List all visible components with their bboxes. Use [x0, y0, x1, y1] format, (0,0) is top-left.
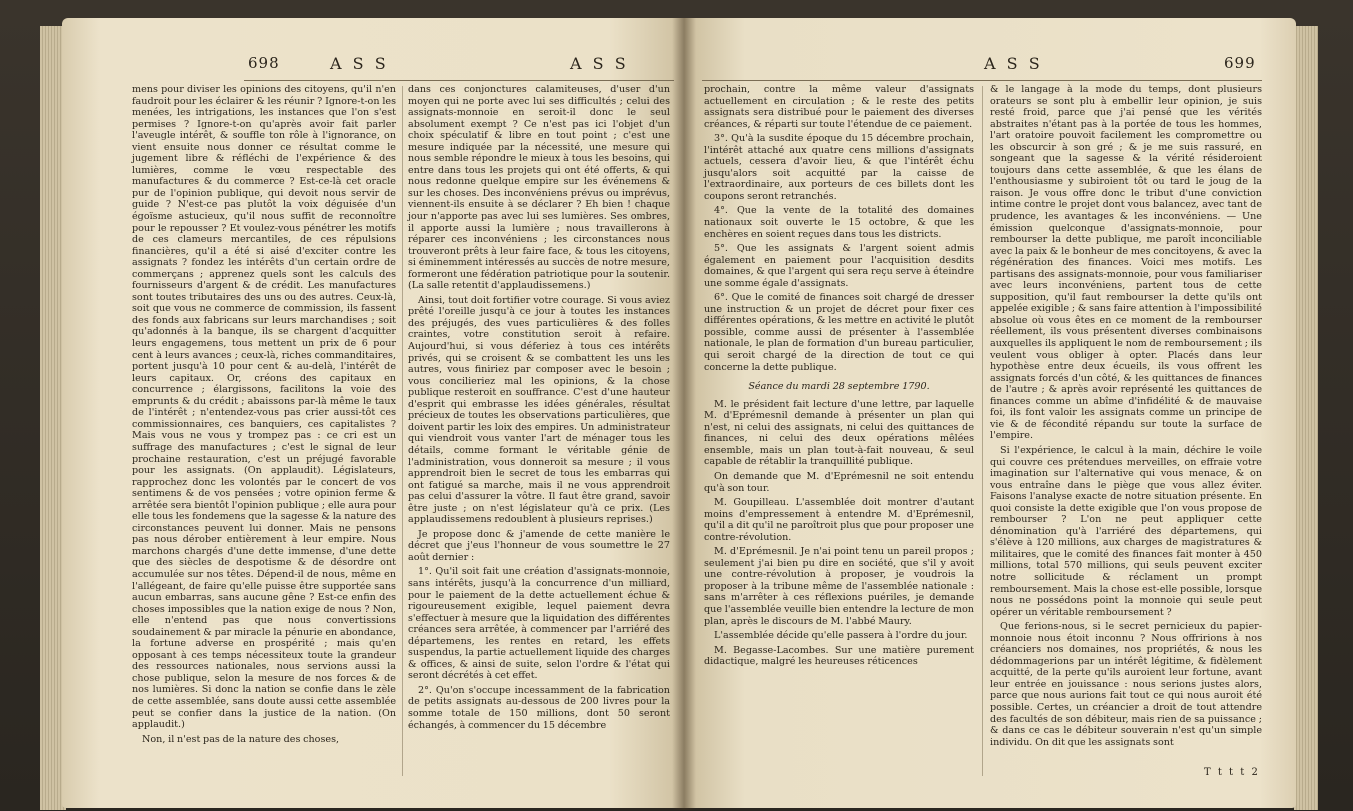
left-page-column-2 — [408, 84, 670, 734]
right-page-header — [684, 54, 1296, 78]
book-gutter — [672, 18, 696, 810]
running-title: A S S — [570, 54, 629, 73]
paragraph: M. d'Eprémesnil. Je n'ai point tenu un pareil propos ; seulement j'ai bien pu dire en société, que s'il y avoit une contre-révolution à proposer, je voudrois la proposer à la tribune même de l'assemblée nationale : sans m'arrêter à ces réflexions puériles, je demande que l'assemblée veuille bien entendre la lecture de mon plan, après le discours de M. l'abbé Maury. — [704, 546, 974, 627]
session-heading: Séance du mardi 28 septembre 1790. — [748, 381, 930, 393]
right-page-column-2 — [990, 84, 1262, 751]
right-page — [684, 18, 1296, 808]
paragraph: 6°. Que le comité de finances soit chargé de dresser une instruction & un projet de décret pour fixer ces différentes opérations, & les mettre en activité le plutôt possible, comme aussi de présenter à l'assemblée nationale, le plan de formation d'un bureau particulier, qui seroit chargé de la direction de tout ce qui concerne la dette publique. — [704, 292, 974, 373]
paragraph: On demande que M. d'Eprémesnil ne soit entendu qu'à son tour. — [704, 470, 974, 494]
header-rule — [244, 80, 674, 81]
paragraph: M. Goupilleau. L'assemblée doit montrer d'autant moins d'empressement à entendre M. d'Eprémesnil, qu'il a dit qu'il ne paroîtroit plus que pour proposer une contre-révolution. — [704, 497, 974, 543]
page-number: 699 — [1224, 54, 1256, 72]
left-page — [62, 18, 684, 808]
paragraph: Si l'expérience, le calcul à la main, déchire le voile qui couvre ces prétendues merveilles, on effraie votre imagination sur l'alternative qui vous menace, & on vous entraîne dans le piège que vous allez éviter. Faisons l'analyse exacte de notre situation présente. En quoi consiste la dette exigible que l'on vous propose de rembourser ? L'on ne peut appliquer cette dénomination qu'à l'arriéré des départemens, qui s'élève à 120 millions, aux charges de magistratures & militaires, que le comité des finances fait monter à 450 millions, total 570 millions, qui seuls peuvent exciter notre sollicitude & réclament un prompt remboursement. Mais la chose est-elle possible, lorsque nous ne possédons point la monnoie qui seule peut opérer un véritable remboursement ? — [990, 444, 1262, 618]
paragraph: 4°. Que la vente de la totalité des domaines nationaux soit ouverte le 15 octobre, & que les enchères en soient reçues dans tous les districts. — [704, 205, 974, 240]
column-rule — [402, 86, 403, 776]
column-rule — [982, 86, 983, 776]
paragraph: 3°. Qu'à la susdite époque du 15 décembre prochain, l'intérêt attaché aux quatre cens millions d'assignats actuels, cessera d'avoir lieu, & que l'intérêt échu jusqu'alors soit acquitté par la caisse de l'extraordinaire, aux porteurs de ces billets dont les coupons seront retranchés. — [704, 133, 974, 202]
running-title: A S S — [984, 54, 1043, 73]
paragraph: Ainsi, tout doit fortifier votre courage. Si vous aviez prêté l'oreille jusqu'à ce jour à toutes les instances des préjugés, des vues particulières & des folles craintes, votre constitution seroit à refaire. Aujourd'hui, si vous déferiez à tous ces intérêts privés, qui se croisent & se combattent les uns les autres, vous finiriez par composer avec le besoin ; vous concilieriez mal les opinions, & la chose publique resteroit en souffrance. C'est d'une hauteur d'esprit qui embrasse les idées générales, résultat précieux de toutes les observations particulières, que doivent partir les loix des empires. Un administrateur qui viendroit vous vanter l'art de ménager tous les détails, comme formant le véritable génie de l'administration, vous donneroit sa mesure ; il vous apprendroit bien le secret de tous les embarras qui ont fatigué sa marche, mais il ne vous apprendroit pas celui d'assurer la vôtre. Il faut être grand, savoir être juste ; on n'est législateur qu'à ce prix. (Les applaudissemens redoublent à plusieurs reprises.) — [408, 294, 670, 526]
left-page-column-1 — [132, 84, 396, 748]
paragraph: Je propose donc & j'amende de cette manière le décret que j'eus l'honneur de vous soumettre le 27 août dernier : — [408, 528, 670, 563]
right-page-edges — [1294, 26, 1318, 810]
paragraph: 2°. Qu'on s'occupe incessamment de la fabrication de petits assignats au-dessous de 200 livres pour la somme totale de 150 millions, dont 50 seront échangés, à commencer du 15 décembre — [408, 684, 670, 731]
paragraph: M. Begasse-Lacombes. Sur une matière purement didactique, malgré les heureuses réticences — [704, 644, 974, 668]
catchword: T t t t 2 — [1204, 767, 1260, 778]
paragraph: L'assemblée décide qu'elle passera à l'ordre du jour. — [714, 630, 968, 642]
paragraph: M. le président fait lecture d'une lettre, par laquelle M. d'Eprémesnil demande à présenter un plan qui n'est, ni celui des assignats, ni celui des quittances de finances, ni celui des deux opérations mêlées ensemble, mais un plan tout-à-fait nouveau, & seul capable de rétablir la tranquillité publique. — [704, 398, 974, 468]
paragraph: Non, il n'est pas de la nature des choses, — [142, 733, 340, 745]
paragraph: 1°. Qu'il soit fait une création d'assignats-monnoie, sans intérêts, jusqu'à la concurrence d'un milliard, pour le paiement de la dette actuellement échue & rigoureusement exigible, lequel paiement devra s'effectuer à mesure que la liquidation des différentes créances sera arrêtée, à commencer par l'arriéré des départemens, les rentes en retard, les effets suspendus, la partie actuellement liquide des charges & offices, & ainsi de suite, selon l'ordre & l'état qui seront décrétés à cet effet. — [408, 566, 670, 682]
paragraph: Que ferions-nous, si le secret pernicieux du papier-monnoie nous étoit inconnu ? Nous offririons à nos créanciers nos domaines, nos propriétés, & nous les dédommagerions par un intérêt légitime, & fidèlement acquitté, de la perte qu'ils auroient leur fortune, avant leur entrée en jouissance : nous serions justes alors, parce que nous aurions fait tout ce qui nous auroit été possible. Certes, un créancier a droit de tout attendre des facultés de son débiteur, mais rien de sa puissance ; & dans ce cas le débiteur souverain n'est qu'un simple individu. On dit que les assignats sont — [990, 621, 1262, 748]
paragraph: 5°. Que les assignats & l'argent soient admis également en paiement pour l'acquisition desdits domaines, & que l'argent qui sera reçu serve à éteindre une somme égale d'assignats. — [704, 243, 974, 289]
header-rule — [702, 80, 1262, 81]
right-page-column-1 — [704, 84, 974, 671]
paragraph: mens pour diviser les opinions des citoyens, qu'il n'en faudroit pour les éclairer & les réunir ? Ignore-t-on les menées, les intrigations, les instances que l'on s'est permises ? Ignore-t-on qu'après avoir fait parler l'aveugle intérêt, & souffle ton rôle à l'ignorance, on vient ensuite nous donner ce résultat comme le jugement libre & réfléchi de l'expérience & des lumières, comme le vœu respectable des manufactures & du commerce ? Est-ce-là cet oracle pur de l'opinion publique, qui devoit nous servir de guide ? N'est-ce pas plutôt la voix déguisée d'un égoïsme astucieux, qu'il nous suffit de reconnoître pour le repousser ? Et voulez-vous pénétrer les motifs de ces clameurs mercantiles, de ces répulsions financières, qu'il a été si aisé d'exciter contre les assignats ? fondez les intérêts d'un certain ordre de commerçans ; apprenez quels sont les calculs des fournisseurs d'argent & de crédit. Les manufactures sont toutes tributaires des uns ou des autres. Ceux-là, soit que vous ne commerce de commission, ils fassent des fonds aux fabricans sur leurs marchandises ; soit qu'adonnés à la banque, ils se chargent d'acquitter leurs engagemens, tous mettent un prix de 6 pour cent à leurs avances ; ceux-là, riches commanditaires, portent jusqu'à 10 pour cent & au-delà, l'intérêt de leurs capitaux. Or, créons des capitaux en concurrence ; élargissons, facilitons la voie des emprunts & du crédit ; abaissons par-là même le taux de l'intérêt ; n'entendez-vous pas crier aussi-tôt ces commissionnaires, ces banquiers, ces capitalistes ? Mais vous ne vous y trompez pas : ce cri est un suffrage des manufactures ; c'est le signal de leur prochaine restauration, c'est un préjugé favorable pour les assignats. (On applaudit). Législateurs, rapprochez donc les volontés par le concert de vos sentimens & de vos pensées ; votre opinion ferme & arrêtée sera bientôt l'opinion publique ; elle aura pour elle tous les fondemens que la sagesse & la nature des circonstances peuvent lui donner. Mais ne pensons pas nous dérober entièrement à leur empire. Nous marchons chargés d'une dette immense, d'une dette que des siècles de despotisme & de désordre ont accumulée sur nos têtes. Dépend-il de nous, même en l'allégeant, de faire qu'elle puisse être supportée sans aucun embarras, sans aucune gêne ? Est-ce enfin des choses impossibles que la nation exige de nous ? Non, elle n'entend pas que nous convertissions soudainement & par miracle la pénurie en abondance, la fortune adverse en prospérité ; mais qu'en opposant à ces temps nécessiteux toute la grandeur des ressources nationales, nous servions aussi la chose publique, selon la mesure de nos forces & de nos lumières. Si donc la nation se confie dans le zèle de cette assemblée, sans doute aussi cette assemblée peut se confier dans la justice de la nation. (On applaudit.) — [132, 84, 396, 731]
left-page-header — [62, 54, 684, 78]
running-title: A S S — [330, 54, 389, 73]
paragraph: & le langage à la mode du temps, dont plusieurs orateurs se sont plu à embellir leur opinion, je suis resté froid, parce que j'ai pensé que les vérités abstraites n'étant pas à la portée de tous les hommes, l'art oratoire pouvoit facilement les compromettre ou les obscurcir à son gré ; & je me suis rassuré, en songeant que la sagesse & la vérité résideroient toujours dans cette assemblée, & que les élans de l'enthousiasme y subiroient tôt ou tard le joug de la raison. Je vous offre donc le tribut d'une conviction intime contre le projet dont vous balancez, avec tant de prudence, les avantages & les inconvéniens. — Une émission quelconque d'assignats-monnoie, pour rembourser la dette publique, me paroît inconciliable avec la paix & le bonheur de mes concitoyens, & avec la régénération des finances. Voici mes motifs. Les partisans des assignats-monnoie, pour vous familiariser avec leurs inconvéniens, partent tous de cette supposition, qu'il faut rembourser la dette qu'ils ont appelée exigible ; & sans faire attention à l'impossibilité absolue où vous êtes en ce moment de la rembourser réellement, ils vous présentent diverses combinaisons auxquelles ils appliquent le nom de remboursement ; ils veulent vous obliger à opter. Placés dans leur hypothèse entre deux écueils, ils vous offrent les assignats forcés d'un côté, & les quittances de finances de l'autre ; & après avoir représenté les quittances de finances comme un abîme d'infidélité & de mauvaise foi, ils font valoir les assignats comme un principe de vie & de fécondité répandu sur toute la surface de l'empire. — [990, 84, 1262, 442]
paragraph: dans ces conjonctures calamiteuses, d'user d'un moyen qui ne porte avec lui ses difficultés ; celui des assignats-monnoie en seroit-il donc le seul absolument exempt ? Ce n'est pas ici l'objet d'un choix spéculatif & libre en tout point ; c'est une mesure indiquée par la nécessité, une mesure qui nous semble répondre le mieux à tous les besoins, qui entre dans tous les projets qui ont été offerts, & qui nous redonne quelque empire sur les événemens & sur les choses. Des inconvéniens prévus ou imprévus, viennent-ils ensuite à se déclarer ? Eh bien ! chaque jour n'apporte pas avec lui ses lumières. Ses ombres, il apporte aussi la lumière ; nous travaillerons à réparer ces inconvéniens ; les circonstances nous trouveront prêts à leur faire face, & tous les citoyens, si éminemment intéressés au succès de notre mesure, formeront une fédération patriotique pour la soutenir. (La salle retentit d'applaudissemens.) — [408, 84, 670, 292]
page-number: 698 — [248, 54, 280, 72]
paragraph: prochain, contre la même valeur d'assignats actuellement en circulation ; & le reste des petits assignats sera distribué pour le paiement des diverses créances, & réparti sur toute l'étendue de ce paiement. — [704, 84, 974, 130]
